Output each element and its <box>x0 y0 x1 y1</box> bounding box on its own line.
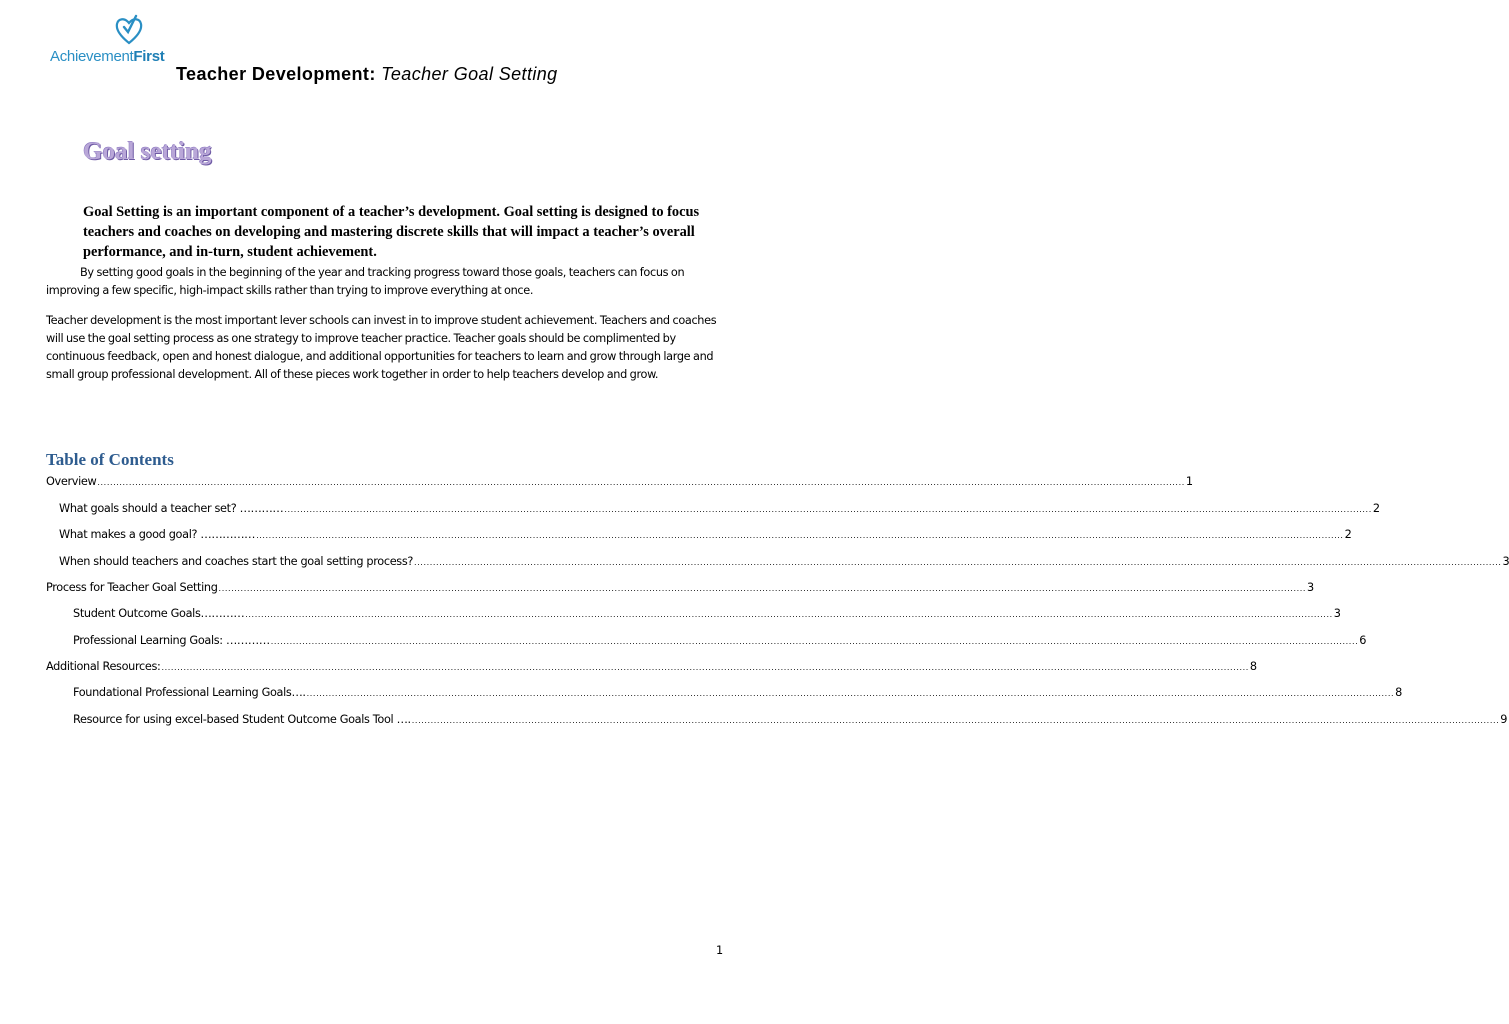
toc-entry-label: Resource for using excel-based Student Outcome Goals Tool …. <box>73 713 411 726</box>
toc-entry-page: 3 <box>1502 555 1509 568</box>
toc-entry-label: Foundational Professional Learning Goals…. <box>73 686 306 699</box>
toc-entry-label: Process for Teacher Goal Setting <box>46 581 218 594</box>
toc-entry-label: Student Outcome Goals………… <box>73 607 245 620</box>
achievement-first-logo <box>50 14 200 66</box>
toc-entry-page: 6 <box>1359 634 1367 647</box>
toc-entry-label: Additional Resources: <box>46 660 161 673</box>
toc-entry[interactable] <box>46 474 1193 490</box>
toc-entry-label: Professional Learning Goals: ………… <box>73 634 270 647</box>
title-bold-part: Teacher Development: <box>176 64 376 84</box>
toc-entry-page: 2 <box>1344 528 1352 541</box>
toc-entry-page: 8 <box>1249 660 1257 673</box>
toc-entry[interactable] <box>46 580 1314 596</box>
toc-entry[interactable] <box>59 501 1380 517</box>
footer-page-number: 1 <box>716 944 724 957</box>
toc-entry-page: 1 <box>1185 475 1193 488</box>
toc-leader-dots: .......................................................................................................................................................................................................................................................................................................................................................... <box>414 558 1502 567</box>
toc-entry-page: 9 <box>1500 713 1508 726</box>
intro-bold-paragraph: Goal Setting is an important component of a teacher’s development. Goal setting is designed to focus teachers and coaches on developing and mastering discrete skills that will impact a teacher’s overall performance, and in-turn, student achievement. <box>83 204 700 260</box>
toc-entry-label: When should teachers and coaches start the goal setting process? <box>59 555 414 568</box>
toc-entry-page: 3 <box>1333 607 1341 620</box>
toc-leader-dots: .......................................................................................................................................................................................................................................................................................................................................................... <box>245 610 1333 619</box>
section-heading: Goal setting <box>83 138 212 165</box>
toc-leader-dots: .......................................................................................................................................................................................................................................................................................................................................................... <box>256 531 1344 540</box>
toc-entry[interactable] <box>46 659 1257 675</box>
toc-entry-page: 2 <box>1372 502 1380 515</box>
toc-title: Table of Contents <box>46 450 174 469</box>
toc-entry-page: 3 <box>1307 581 1314 594</box>
toc-entry-label: Overview <box>46 475 97 488</box>
body-paragraph-1: By setting good goals in the beginning of the year and tracking progress toward those goals, teachers can focus on improving a few specific, high-impact skills rather than trying to improve everything at once. <box>46 266 685 297</box>
toc-entry[interactable] <box>73 685 1402 701</box>
toc-entry[interactable] <box>59 554 1509 570</box>
toc-entry-label: What makes a good goal? …………… <box>59 528 256 541</box>
toc-entry[interactable] <box>59 527 1352 543</box>
toc-entry-page: 8 <box>1395 686 1402 699</box>
toc-leader-dots: .......................................................................................................................................................................................................................................................................................................................................................... <box>284 505 1372 514</box>
toc-leader-dots: .......................................................................................................................................................................................................................................................................................................................................................... <box>270 637 1359 646</box>
toc-entry-label: What goals should a teacher set? ………… <box>59 502 284 515</box>
toc-leader-dots: .......................................................................................................................................................................................................................................................................................................................................................... <box>218 584 1307 593</box>
toc-leader-dots: .......................................................................................................................................................................................................................................................................................................................................................... <box>306 689 1395 698</box>
toc-leader-dots: .......................................................................................................................................................................................................................................................................................................................................................... <box>411 716 1500 725</box>
heart-check-icon <box>114 14 144 46</box>
logo-wordmark: AchievementFirst <box>50 48 165 65</box>
toc-entry[interactable] <box>73 606 1341 622</box>
title-italic-part: Teacher Goal Setting <box>381 64 558 84</box>
body-paragraph-2: Teacher development is the most important lever schools can invest in to improve student achievement. Teachers and coaches will use the goal setting process as one strategy to improve teacher practice. Teacher goals should be complimented by continuous feedback, open and honest dialogue, and additional opportunities for teachers to learn and grow through large and small group professional development. All of these pieces work together in order to help teachers develop and grow. <box>46 314 717 381</box>
document-title <box>176 64 558 85</box>
toc-leader-dots: .......................................................................................................................................................................................................................................................................................................................................................... <box>97 478 1185 487</box>
toc-entry[interactable] <box>73 712 1508 728</box>
toc-leader-dots: .......................................................................................................................................................................................................................................................................................................................................................... <box>161 663 1249 672</box>
toc-entry[interactable] <box>73 633 1367 649</box>
